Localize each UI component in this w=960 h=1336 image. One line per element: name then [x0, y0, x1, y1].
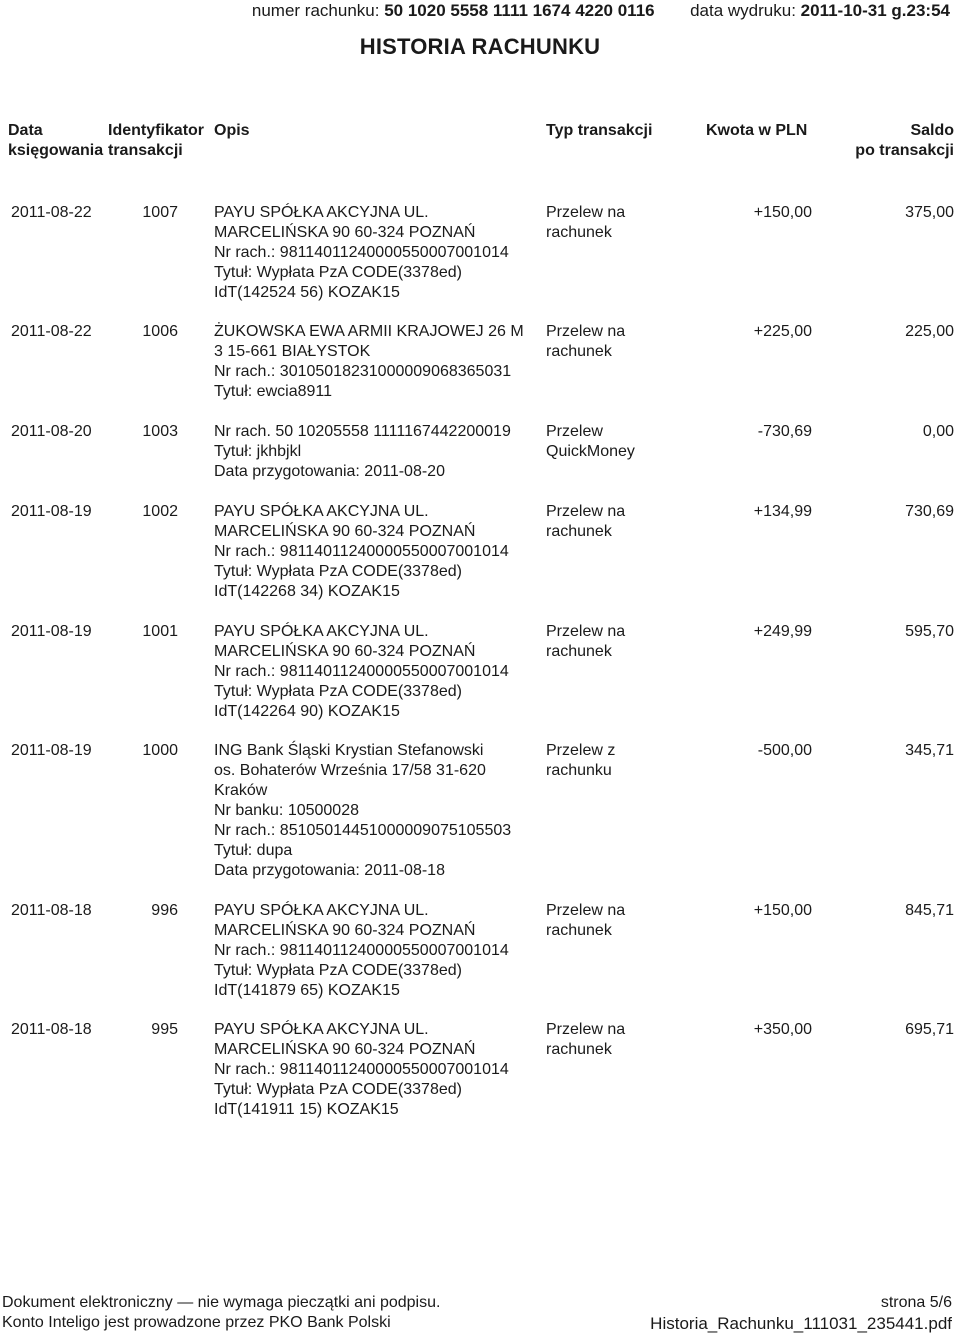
description-line: MARCELIŃSKA 90 60-324 POZNAŃ — [214, 523, 476, 540]
transaction-amount: +150,00 — [753, 902, 812, 919]
transaction-type-line: Przelew na — [546, 1021, 626, 1038]
description-line: Data przygotowania: 2011-08-18 — [214, 862, 445, 879]
transaction-date: 2011-08-19 — [11, 503, 92, 520]
transaction-id: 996 — [151, 902, 178, 919]
balance-after: 375,00 — [905, 204, 954, 221]
balance-after: 595,70 — [905, 623, 954, 640]
transaction-type — [546, 203, 625, 243]
transaction-id: 1001 — [142, 623, 178, 640]
column-header-id: Identyfikator transakcji — [108, 122, 205, 159]
transaction-date: 2011-08-18 — [11, 1021, 92, 1038]
transaction-type-line: rachunku — [546, 762, 612, 779]
transaction-amount: +150,00 — [753, 204, 812, 221]
column-header-date: Data księgowania — [8, 122, 104, 159]
transaction-date: 2011-08-20 — [11, 423, 92, 440]
balance-after: 845,71 — [905, 902, 954, 919]
balance-after: 345,71 — [905, 742, 954, 759]
balance-after: 695,71 — [905, 1021, 954, 1038]
description-line: IdT(142268 34) KOZAK15 — [214, 583, 400, 600]
transaction-description — [214, 622, 509, 722]
description-line: MARCELIŃSKA 90 60-324 POZNAŃ — [214, 922, 476, 939]
description-line: PAYU SPÓŁKA AKCYJNA UL. — [214, 503, 429, 520]
transaction-type-line: rachunek — [546, 343, 612, 360]
description-line: Nr rach.: 98114011240000550007001014 — [214, 942, 509, 959]
footer-disclaimer: Dokument elektroniczny — nie wymaga pieczątki ani podpisu. — [2, 1294, 441, 1311]
description-line: PAYU SPÓŁKA AKCYJNA UL. — [214, 1021, 429, 1038]
description-line: MARCELIŃSKA 90 60-324 POZNAŃ — [214, 643, 476, 660]
page-title: HISTORIA RACHUNKU — [359, 34, 601, 59]
balance-after: 730,69 — [905, 503, 954, 520]
transaction-type-line: Przelew na — [546, 204, 626, 221]
transaction-type-line: Przelew na — [546, 623, 626, 640]
transaction-id: 1003 — [142, 423, 178, 440]
description-line: MARCELIŃSKA 90 60-324 POZNAŃ — [214, 1041, 476, 1058]
description-line: IdT(142524 56) KOZAK15 — [214, 284, 400, 301]
description-line: MARCELIŃSKA 90 60-324 POZNAŃ — [214, 224, 476, 241]
description-line: Tytuł: Wypłata PzA CODE(3378ed) — [214, 1081, 462, 1098]
transaction-type-line: Przelew z — [546, 742, 616, 759]
page-number: strona 5/6 — [880, 1294, 952, 1311]
description-line: Nr rach.: 85105014451000009075105503 — [214, 822, 512, 839]
transaction-type — [546, 322, 625, 362]
transaction-amount: +225,00 — [753, 323, 812, 340]
transaction-type-line: Przelew — [546, 423, 603, 440]
transaction-description — [214, 422, 511, 482]
transaction-type — [546, 422, 635, 462]
transaction-id: 995 — [151, 1021, 178, 1038]
description-line: Tytuł: jkhbjkl — [214, 443, 302, 460]
description-line: Nr rach. 50 10205558 1111167442200019 — [214, 423, 511, 440]
description-line: Data przygotowania: 2011-08-20 — [214, 463, 445, 480]
description-line: IdT(141911 15) KOZAK15 — [214, 1101, 399, 1118]
transaction-type-line: rachunek — [546, 224, 612, 241]
transaction-id: 1002 — [142, 503, 178, 520]
description-line: ŻUKOWSKA EWA ARMII KRAJOWEJ 26 M — [214, 323, 524, 340]
description-line: PAYU SPÓŁKA AKCYJNA UL. — [214, 623, 429, 640]
description-line: Nr rach.: 98114011240000550007001014 — [214, 543, 509, 560]
transaction-type — [546, 901, 625, 941]
transaction-amount: -730,69 — [757, 423, 812, 440]
transaction-date: 2011-08-18 — [11, 902, 92, 919]
document-meta — [252, 0, 950, 22]
column-header-type: Typ transakcji — [546, 122, 653, 139]
column-header-balance: Saldo po transakcji — [855, 122, 954, 159]
transaction-type-line: rachunek — [546, 523, 612, 540]
description-line: Nr rach.: 98114011240000550007001014 — [214, 244, 509, 261]
description-line: Nr rach.: 98114011240000550007001014 — [214, 663, 509, 680]
description-line: Kraków — [214, 782, 268, 799]
transaction-description — [214, 322, 524, 402]
transaction-amount: +350,00 — [753, 1021, 812, 1038]
transaction-type-line: QuickMoney — [546, 443, 635, 460]
transaction-amount: +134,99 — [753, 503, 812, 520]
balance-after: 225,00 — [905, 323, 954, 340]
transaction-type — [546, 1020, 625, 1060]
transaction-id: 1007 — [142, 204, 178, 221]
print-date: 2011-10-31 g.23:54 — [800, 1, 950, 20]
description-line: PAYU SPÓŁKA AKCYJNA UL. — [214, 204, 429, 221]
description-line: os. Bohaterów Września 17/58 31-620 — [214, 762, 486, 779]
transaction-amount: +249,99 — [753, 623, 812, 640]
transaction-type-line: Przelew na — [546, 902, 626, 919]
description-line: Tytuł: Wypłata PzA CODE(3378ed) — [214, 563, 462, 580]
transaction-date: 2011-08-22 — [11, 204, 92, 221]
account-number: 50 1020 5558 1111 1674 4220 0116 — [384, 1, 655, 20]
description-line: Nr rach.: 98114011240000550007001014 — [214, 1061, 509, 1078]
column-header-amount: Kwota w PLN — [706, 122, 808, 139]
transaction-type-line: Przelew na — [546, 503, 626, 520]
description-line: Nr rach.: 30105018231000009068365031 — [214, 363, 512, 380]
description-line: Tytuł: Wypłata PzA CODE(3378ed) — [214, 962, 462, 979]
description-line: IdT(142264 90) KOZAK15 — [214, 703, 400, 720]
transaction-type — [546, 502, 625, 542]
transaction-id: 1006 — [142, 323, 178, 340]
description-line: ING Bank Śląski Krystian Stefanowski — [214, 742, 484, 759]
transaction-description — [214, 901, 509, 1001]
footer-notes — [2, 1293, 440, 1333]
transaction-type — [546, 622, 625, 662]
transaction-description — [214, 502, 509, 602]
transaction-type-line: Przelew na — [546, 323, 626, 340]
transaction-description — [214, 203, 509, 303]
description-line: Nr banku: 10500028 — [214, 802, 359, 819]
file-name: Historia_Rachunku_111031_235441.pdf — [650, 1314, 952, 1333]
transaction-date: 2011-08-22 — [11, 323, 92, 340]
transaction-amount: -500,00 — [757, 742, 812, 759]
footer-page-info — [650, 1293, 952, 1335]
balance-after: 0,00 — [922, 423, 954, 440]
description-line: Tytuł: Wypłata PzA CODE(3378ed) — [214, 683, 462, 700]
description-line: Tytuł: dupa — [214, 842, 293, 859]
description-line: Tytuł: Wypłata PzA CODE(3378ed) — [214, 264, 462, 281]
print-date-label: data wydruku: — [690, 1, 796, 20]
footer-bank-info: Konto Inteligo jest prowadzone przez PKO Bank Polski — [2, 1314, 391, 1331]
description-line: Tytuł: ewcia8911 — [214, 383, 332, 400]
transaction-description — [214, 1020, 509, 1120]
transaction-date: 2011-08-19 — [11, 742, 92, 759]
transaction-date: 2011-08-19 — [11, 623, 92, 640]
transaction-description — [214, 741, 511, 881]
transaction-id: 1000 — [142, 742, 178, 759]
transaction-type-line: rachunek — [546, 1041, 612, 1058]
transaction-type — [546, 741, 615, 781]
transaction-type-line: rachunek — [546, 643, 612, 660]
transaction-type-line: rachunek — [546, 922, 612, 939]
column-header-description: Opis — [214, 122, 250, 139]
description-line: 3 15-661 BIAŁYSTOK — [214, 343, 371, 360]
account-number-label: numer rachunku: — [251, 1, 380, 20]
description-line: PAYU SPÓŁKA AKCYJNA UL. — [214, 902, 429, 919]
description-line: IdT(141879 65) KOZAK15 — [214, 982, 400, 999]
